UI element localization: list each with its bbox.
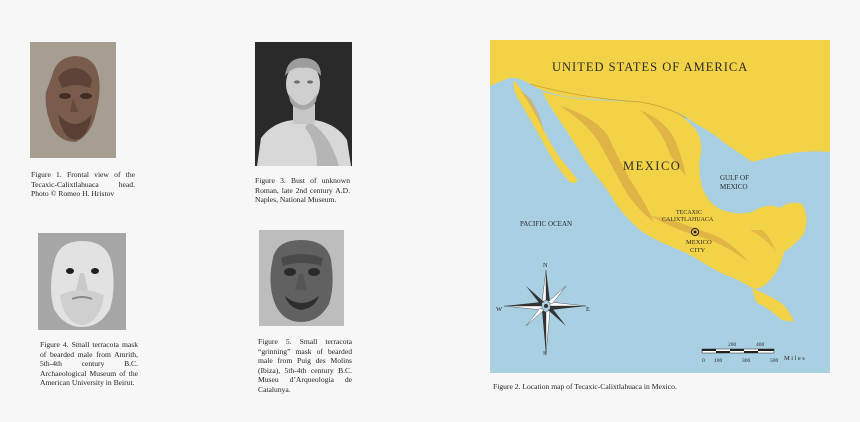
site-label-line2: CALIXTLAHUACA [662,217,714,223]
city-label-line2: CITY [690,247,706,254]
ibiza-mask-image [259,230,344,326]
figure-4-photo [38,233,126,330]
scale-top-2: 400 [756,342,765,348]
figure-2-caption: Figure 2. Location map of Tecaxic-Calixtlahuaca in Mexico. [493,382,677,391]
scale-bottom-3: 300 [742,358,751,364]
figure-3-caption: Figure 3. Bust of unknown Roman, late 2nd century A.D. Naples, National Museum. [255,176,350,205]
scale-unit: Miles [784,355,807,362]
scale-bottom-4: 500 [770,358,779,364]
site-label-line1: TECAXIC [676,210,702,216]
compass-w: W [496,306,503,313]
compass-e: E [586,306,590,313]
figure-3-photo [255,42,352,166]
compass-s: S [543,350,547,357]
compass-n: N [543,262,548,269]
figure-1-caption: Figure 1. Frontal view of the Tecaxic-Calixtlahuaca head. Photo © Romeo H. Hristov [31,170,135,199]
mexico-label: MEXICO [623,159,682,173]
roman-bust-image [255,42,352,166]
scale-bottom-2: 100 [714,358,723,364]
terracotta-head-image [30,42,116,158]
scale-bottom-1: 0 [702,358,705,364]
scale-top-1: 200 [728,342,737,348]
usa-label: UNITED STATES OF AMERICA [552,60,749,74]
figure-5-caption: Figure 5. Small terracota “grinning” mask of bearded male from Puig des Molins (Ibiza), 5th-4th century B.C. Museu d’Arqueologia de Catalunya. [258,337,352,394]
amrith-mask-image [38,233,126,330]
figure-5-photo [259,230,344,326]
mexico-map-svg [490,40,830,373]
figure-1-photo [30,42,116,158]
figure-4-caption: Figure 4. Small terracota mask of bearded male from Amrith, 5th-4th century B.C. Archaeological Museum of the American University in Beirut. [40,340,138,388]
gulf-label-line2: MEXICO [720,183,748,191]
city-label-line1: MEXICO [686,239,712,246]
gulf-label-line1: GULF OF [720,174,749,182]
location-map [490,40,830,373]
pacific-label: PACIFIC OCEAN [520,220,573,228]
